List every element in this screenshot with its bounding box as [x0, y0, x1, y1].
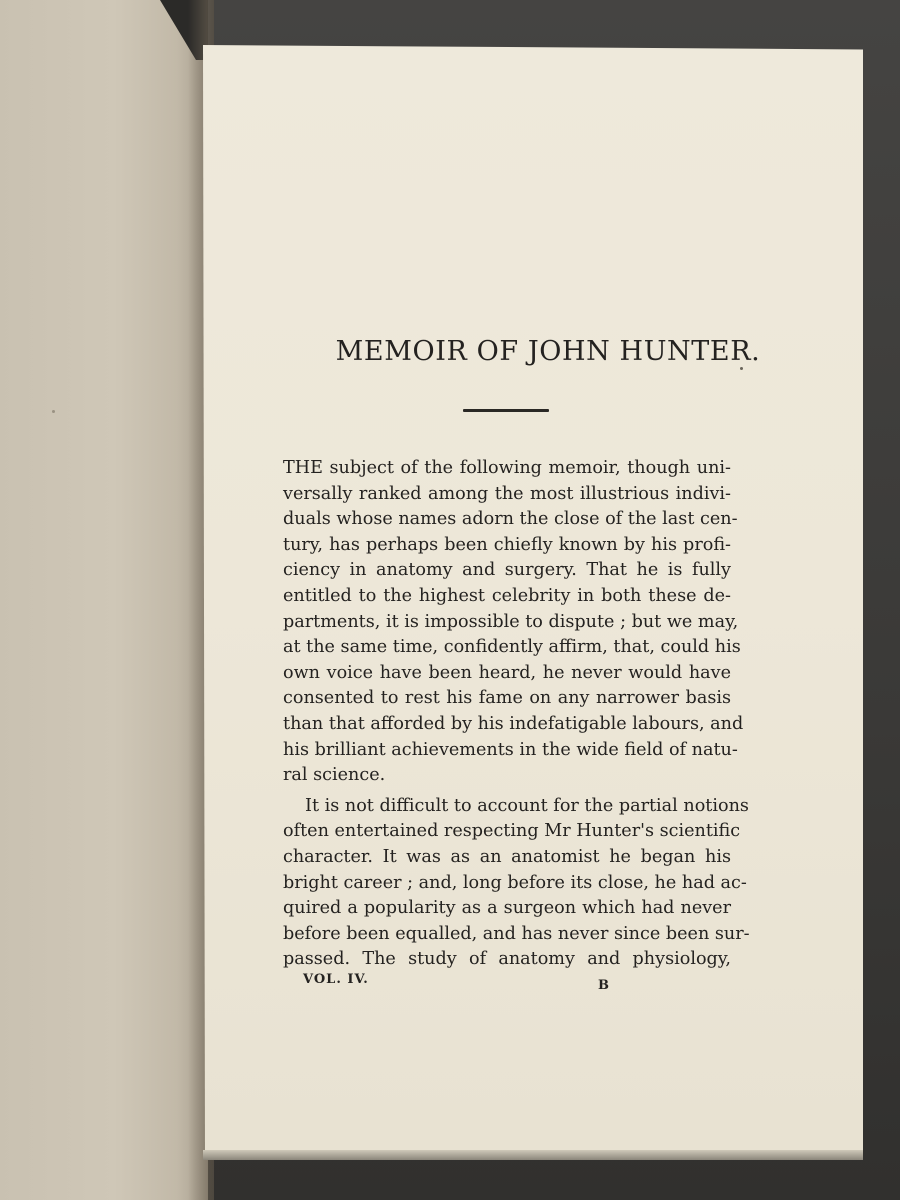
- left-blank-page: [0, 0, 208, 1200]
- text-line: tury, has perhaps been chiefly known by his profi-: [283, 534, 731, 555]
- volume-label: VOL. IV.: [303, 972, 369, 987]
- text-line: character. It was as an anatomist he began his: [283, 846, 731, 867]
- text-line: entitled to the highest celebrity in both these de-: [283, 585, 731, 606]
- title-rule: [463, 409, 549, 412]
- text-line: quired a popularity as a surgeon which had never: [283, 898, 731, 919]
- page-title: MEMOIR OF JOHN HUNTER.: [335, 336, 761, 367]
- text-line: before been equalled, and has never since been sur-: [283, 923, 750, 944]
- text-line: consented to rest his fame on any narrower basis: [283, 688, 731, 709]
- text-line: own voice have been heard, he never would have: [283, 662, 731, 683]
- text-line: his brilliant achievements in the wide field of natu-: [283, 739, 738, 760]
- text-line: ral science.: [283, 765, 386, 786]
- text-line: It is not difficult to account for the partial notions: [305, 795, 749, 816]
- text-line: often entertained respecting Mr Hunter's scientific: [283, 821, 741, 842]
- page-bottom-edge: [203, 1150, 863, 1160]
- text-line: partments, it is impossible to dispute ; but we may,: [283, 611, 739, 632]
- signature-mark: B: [598, 978, 609, 993]
- text-line: at the same time, confidently affirm, that, could his: [283, 637, 741, 658]
- text-line: bright career ; and, long before its close, he had ac-: [283, 872, 747, 893]
- paper-fleck: [52, 410, 55, 413]
- text-line: passed. The study of anatomy and physiology,: [283, 949, 731, 970]
- text-line: THE subject of the following memoir, though uni-: [283, 458, 731, 478]
- text-line: than that afforded by his indefatigable labours, and: [283, 713, 744, 734]
- memoir-body-text: [283, 456, 750, 973]
- text-line: versally ranked among the most illustrious indivi-: [283, 483, 731, 504]
- text-line: duals whose names adorn the close of the last cen-: [283, 509, 738, 530]
- text-line: ciency in anatomy and surgery. That he is fully: [283, 560, 731, 581]
- paper-fleck: [740, 367, 743, 370]
